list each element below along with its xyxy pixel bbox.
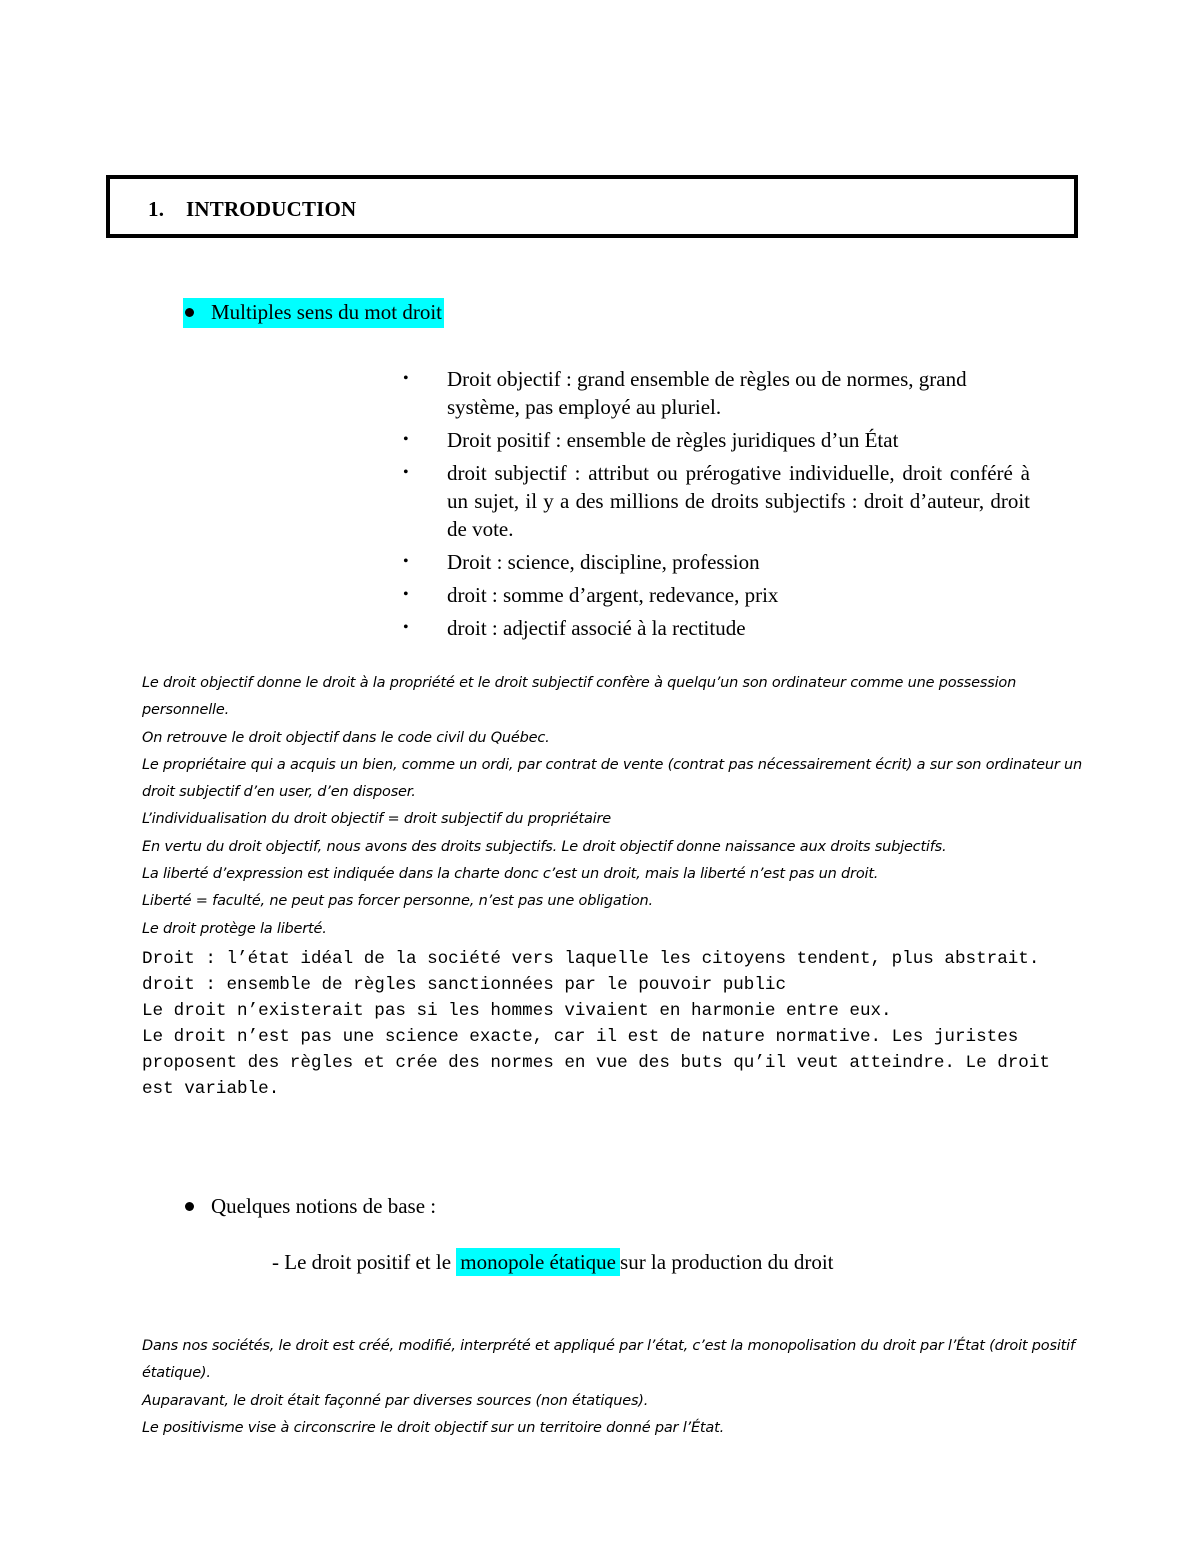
note-line: On retrouve le droit objectif dans le code civil du Québec. xyxy=(142,729,550,746)
note-line: L’individualisation du droit objectif = droit subjectif du propriétaire xyxy=(142,811,611,828)
list-item-text: Droit objectif : grand ensemble de règles ou de normes, grand système, pas employé au pluriel. xyxy=(447,367,967,419)
note-line: Le droit objectif donne le droit à la propriété et le droit subjectif confère à quelqu’un son ordinateur comme une possession personnelle. xyxy=(142,675,1017,719)
notes-block-2 xyxy=(142,1333,1102,1442)
mono-note-line: Droit : l’état idéal de la société vers laquelle les citoyens tendent, plus abstrait. xyxy=(142,949,1040,969)
section1-heading xyxy=(183,298,444,326)
note-line: Le positivisme vise à circonscrire le droit objectif sur un territoire donné par l’État. xyxy=(142,1419,724,1436)
subsection-line xyxy=(272,1248,833,1276)
bullet-icon: • xyxy=(403,586,409,603)
section1-highlight xyxy=(183,298,444,328)
meanings-list xyxy=(400,365,1030,647)
note-line: Auparavant, le droit était façonné par diverses sources (non étatiques). xyxy=(142,1392,649,1409)
note-line: Le droit protège la liberté. xyxy=(142,920,327,937)
section2-heading xyxy=(185,1192,436,1220)
list-item-text: droit : adjectif associé à la rectitude xyxy=(447,616,746,640)
list-item-text: droit : somme d’argent, redevance, prix xyxy=(447,583,779,607)
list-item xyxy=(400,581,1030,609)
notes-block-1 xyxy=(142,670,1102,943)
bullet-icon: • xyxy=(403,553,409,570)
note-line: La liberté d’expression est indiquée dans la charte donc c’est un droit, mais la liberté n’est pas un droit. xyxy=(142,866,879,883)
bullet-icon: • xyxy=(403,464,409,481)
list-item-text: droit subjectif : attribut ou prérogative individuelle, droit conféré à un sujet, il y a des millions de droits subjectifs : droit d’auteur, droit de vote. xyxy=(447,461,1030,541)
list-item-text: Droit positif : ensemble de règles juridiques d’un État xyxy=(447,428,899,452)
bullet-icon: • xyxy=(403,370,409,387)
note-line: Le propriétaire qui a acquis un bien, comme un ordi, par contrat de vente (contrat pas nécessairement écrit) a sur son ordinateur un droit subjectif d’en user, d’en disposer. xyxy=(142,756,1082,801)
list-item xyxy=(400,548,1030,576)
list-item xyxy=(400,614,1030,642)
bullet-icon: • xyxy=(403,619,409,636)
section-heading-box xyxy=(106,175,1078,238)
list-item-text: Droit : science, discipline, profession xyxy=(447,550,760,574)
bullet-dot-icon xyxy=(185,1202,194,1211)
monopole-highlight: monopole étatique xyxy=(456,1248,620,1276)
heading-number: 1. xyxy=(148,197,165,221)
list-item xyxy=(400,459,1030,543)
section-heading xyxy=(148,197,356,222)
subsection-text-before: Le droit positif et le xyxy=(284,1250,452,1274)
section2-label: Quelques notions de base : xyxy=(211,1194,437,1218)
mono-note-line: Le droit n’existerait pas si les hommes vivaient en harmonie entre eux. xyxy=(142,1001,892,1021)
mono-note-line: Le droit n’est pas une science exacte, car il est de nature normative. Les juristes proposent des règles et crée des normes en vue des buts qu’il veut atteindre. Le droit est variable. xyxy=(142,1027,1050,1099)
bullet-icon: • xyxy=(403,431,409,448)
mono-note-line: droit : ensemble de règles sanctionnées par le pouvoir public xyxy=(142,975,787,995)
section1-label: Multiples sens du mot droit xyxy=(211,300,442,324)
heading-title: INTRODUCTION xyxy=(186,197,357,221)
note-line: Liberté = faculté, ne peut pas forcer personne, n’est pas une obligation. xyxy=(142,893,653,910)
subsection-text-after: sur la production du droit xyxy=(620,1250,834,1274)
dash-marker: - xyxy=(272,1250,279,1274)
list-item xyxy=(400,365,1030,421)
note-line: Dans nos sociétés, le droit est créé, modifié, interprété et appliqué par l’état, c’est la monopolisation du droit par l’État (droit positif étatique). xyxy=(142,1338,1075,1382)
list-item xyxy=(400,426,1030,454)
bullet-dot-icon xyxy=(185,308,194,317)
mono-notes-block xyxy=(142,946,1062,1102)
note-line: En vertu du droit objectif, nous avons des droits subjectifs. Le droit objectif donne naissance aux droits subjectifs. xyxy=(142,838,947,855)
